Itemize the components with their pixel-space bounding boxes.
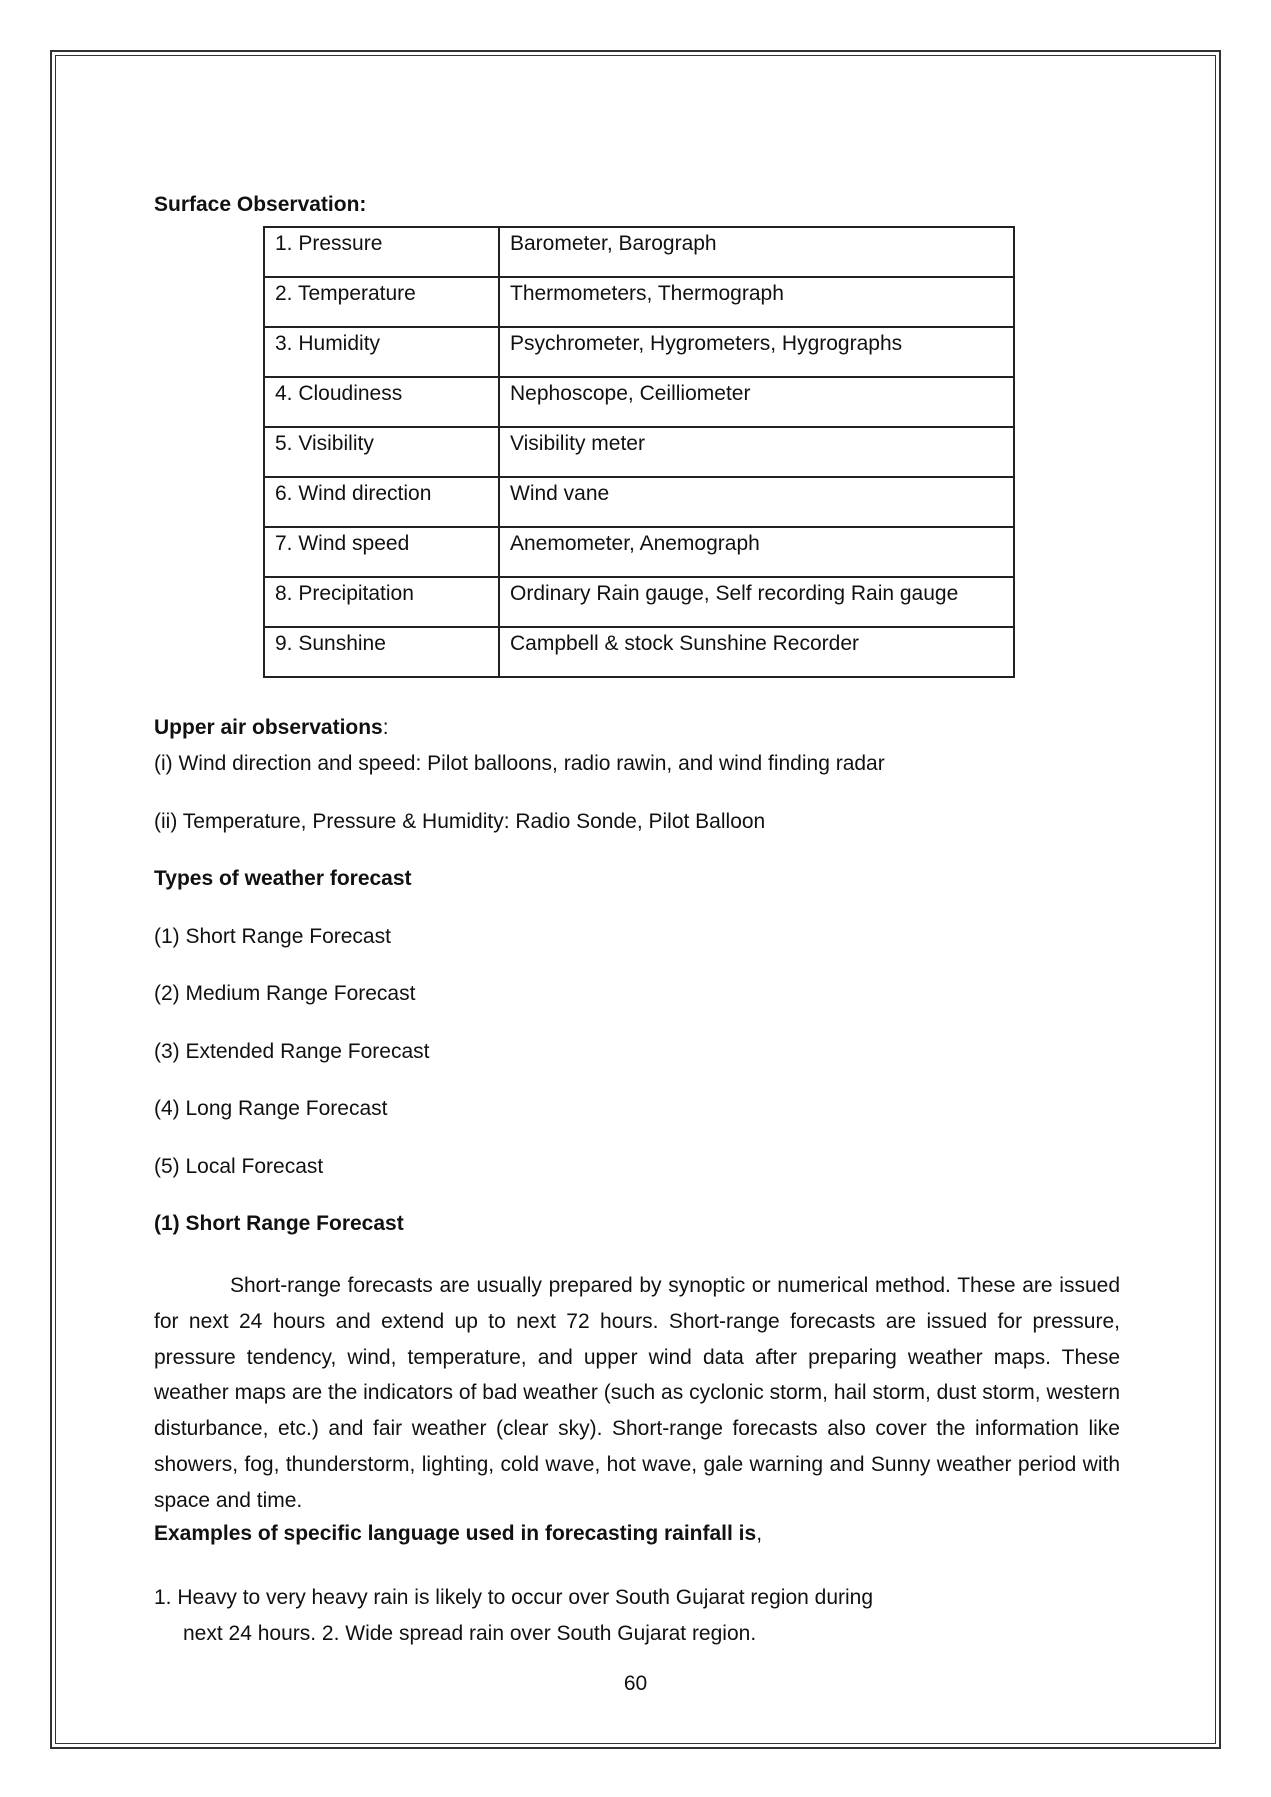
parameter-cell: 2. Temperature	[264, 277, 499, 327]
upper-air-heading-colon: :	[382, 716, 389, 739]
table-row	[264, 277, 1014, 327]
parameter-cell: 1. Pressure	[264, 227, 499, 277]
table-row	[264, 627, 1014, 677]
instrument-cell: Campbell & stock Sunshine Recorder	[499, 627, 1014, 677]
parameter-cell: 6. Wind direction	[264, 477, 499, 527]
short-range-paragraph-text: Short-range forecasts are usually prepared by synoptic or numerical method. These are issued for next 24 hours and extend up to next 72 hours. Short-range forecasts are issued for pressure, pressure tendency, wind, temperature, and upper wind data after preparing weather maps. These weather maps are the indicators of bad weather (such as cyclonic storm, hail storm, dust storm, western disturbance, etc.) and fair weather (clear sky). Short-range forecasts also cover the information like showers, fog, thunderstorm, lighting, cold wave, hot wave, gale warning and Sunny weather period with space and time.	[154, 1274, 1120, 1512]
instrument-cell: Visibility meter	[499, 427, 1014, 477]
table-row	[264, 327, 1014, 377]
forecast-type-item: (1) Short Range Forecast	[154, 925, 391, 948]
parameter-cell: 9. Sunshine	[264, 627, 499, 677]
forecast-type-item: (2) Medium Range Forecast	[154, 982, 416, 1005]
surface-observation-heading: Surface Observation:	[154, 193, 367, 216]
example-line: 1. Heavy to very heavy rain is likely to occur over South Gujarat region during	[154, 1586, 874, 1609]
instrument-cell: Thermometers, Thermograph	[499, 277, 1014, 327]
examples-heading-text: Examples of specific language used in forecasting rainfall is	[154, 1522, 757, 1545]
instrument-cell: Nephoscope, Ceilliometer	[499, 377, 1014, 427]
upper-air-item: (ii) Temperature, Pressure & Humidity: Radio Sonde, Pilot Balloon	[154, 810, 766, 833]
surface-observation-table	[263, 226, 1015, 678]
upper-air-heading	[154, 716, 389, 740]
page-number: 60	[623, 1672, 648, 1695]
parameter-cell: 8. Precipitation	[264, 577, 499, 627]
parameter-cell: 3. Humidity	[264, 327, 499, 377]
table-row	[264, 377, 1014, 427]
parameter-cell: 5. Visibility	[264, 427, 499, 477]
instrument-cell: Ordinary Rain gauge, Self recording Rain gauge	[499, 577, 1014, 627]
instrument-cell: Anemometer, Anemograph	[499, 527, 1014, 577]
example-text	[154, 1580, 974, 1652]
examples-heading	[154, 1522, 762, 1546]
parameter-cell: 7. Wind speed	[264, 527, 499, 577]
upper-air-item: (i) Wind direction and speed: Pilot balloons, radio rawin, and wind finding radar	[154, 752, 885, 775]
instrument-cell: Psychrometer, Hygrometers, Hygrographs	[499, 327, 1014, 377]
examples-heading-comma: ,	[756, 1522, 763, 1545]
forecast-types-heading: Types of weather forecast	[154, 867, 412, 890]
short-range-paragraph	[154, 1268, 1120, 1519]
instrument-cell: Wind vane	[499, 477, 1014, 527]
table-row	[264, 577, 1014, 627]
forecast-type-item: (3) Extended Range Forecast	[154, 1040, 430, 1063]
instrument-cell: Barometer, Barograph	[499, 227, 1014, 277]
table-row	[264, 477, 1014, 527]
parameter-cell: 4. Cloudiness	[264, 377, 499, 427]
forecast-type-item: (4) Long Range Forecast	[154, 1097, 388, 1120]
forecast-type-item: (5) Local Forecast	[154, 1155, 324, 1178]
upper-air-heading-text: Upper air observations	[154, 716, 383, 739]
short-range-heading: (1) Short Range Forecast	[154, 1212, 404, 1235]
table-row	[264, 227, 1014, 277]
table-row	[264, 427, 1014, 477]
table-row	[264, 527, 1014, 577]
example-line: next 24 hours. 2. Wide spread rain over South Gujarat region.	[183, 1621, 757, 1645]
